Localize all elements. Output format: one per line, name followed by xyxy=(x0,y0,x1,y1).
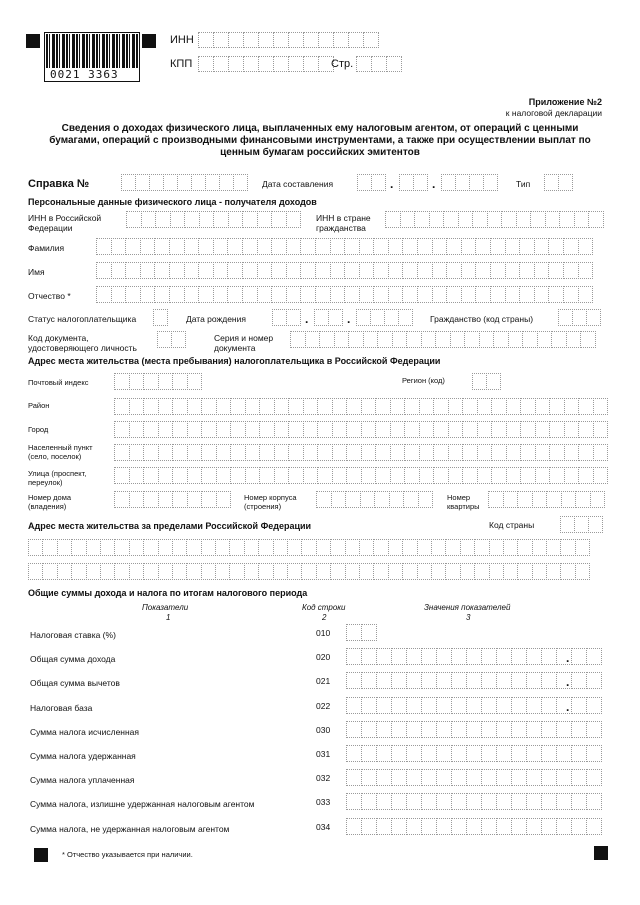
status-field[interactable] xyxy=(153,309,167,326)
totals-row-value-field[interactable] xyxy=(346,648,601,665)
district-label: Район xyxy=(28,401,50,410)
inn-rf-field[interactable] xyxy=(126,211,300,228)
date-year-field[interactable] xyxy=(441,174,497,191)
region-field[interactable] xyxy=(472,373,500,390)
corner-marker-bottom-left xyxy=(34,848,48,862)
region-label: Регион (код) xyxy=(402,376,445,385)
birthdate-separator-2: . xyxy=(347,312,351,326)
totals-row-label: Сумма налога исчисленная xyxy=(30,727,140,737)
status-label: Статус налогоплательщика xyxy=(28,314,137,324)
corner-marker-bottom-right xyxy=(594,846,608,860)
appendix-line2: к налоговой декларации xyxy=(505,108,602,118)
certificate-number-field[interactable] xyxy=(121,174,247,191)
certificate-number-label: Справка № xyxy=(28,178,90,190)
col2-number: 2 xyxy=(322,613,327,622)
country-code-field[interactable] xyxy=(560,516,602,533)
doc-code-label: Код документа, удостоверяющего личность xyxy=(28,333,137,353)
totals-row-code: 020 xyxy=(316,652,331,662)
date-separator-2: . xyxy=(432,177,436,191)
inn-country-field[interactable] xyxy=(385,211,603,228)
doc-series-field[interactable] xyxy=(290,331,595,348)
foreign-address-row2[interactable] xyxy=(28,563,589,580)
birthdate-year-field[interactable] xyxy=(356,309,412,326)
inn-rf-label: ИНН в Российской Федерации xyxy=(28,213,102,233)
decimal-separator: . xyxy=(566,651,570,665)
inn-label: ИНН xyxy=(170,34,194,46)
address-rf-section-title: Адрес места жительства (места пребывания) налогоплательщика в Российской Федерации xyxy=(28,356,441,366)
flat-field[interactable] xyxy=(488,491,604,508)
totals-row-label: Сумма налога удержанная xyxy=(30,751,136,761)
date-label: Дата составления xyxy=(262,179,334,189)
house-field[interactable] xyxy=(114,491,230,508)
barcode-number: 0021 3363 xyxy=(50,68,119,81)
house-label: Номер дома (владения) xyxy=(28,493,72,511)
corner-marker-top-left xyxy=(26,34,40,48)
totals-row-code: 030 xyxy=(316,725,331,735)
country-code-label: Код страны xyxy=(489,520,535,530)
col1-header: Показатели xyxy=(142,603,189,612)
street-field[interactable] xyxy=(114,467,607,484)
type-label: Тип xyxy=(516,179,531,189)
doc-series-label: Серия и номер документа xyxy=(214,333,274,353)
citizenship-field[interactable] xyxy=(558,309,600,326)
page-title: Сведения о доходах физического лица, выплаченных ему налоговым агентом, от операций с ценными бумагами, операций с производными финансовыми инструментами, а также при осуществлении выплат по ценным бумагам российских эмитентов xyxy=(49,123,591,158)
totals-row-code: 010 xyxy=(316,628,331,638)
birthdate-label: Дата рождения xyxy=(186,314,246,324)
totals-row-value-field[interactable] xyxy=(346,769,601,786)
totals-row-code: 032 xyxy=(316,773,331,783)
page-label: Стр. xyxy=(331,58,354,70)
totals-row-value-field[interactable] xyxy=(346,624,376,641)
totals-row-code: 022 xyxy=(316,701,331,711)
birthdate-day-field[interactable] xyxy=(272,309,300,326)
type-field[interactable] xyxy=(544,174,572,191)
col1-number: 1 xyxy=(166,613,171,622)
name-field[interactable] xyxy=(96,262,592,279)
doc-code-field[interactable] xyxy=(157,331,185,348)
totals-row-label: Общая сумма вычетов xyxy=(30,678,120,688)
barcode-icon xyxy=(46,34,138,68)
totals-row-label: Сумма налога, излишне удержанная налоговым агентом xyxy=(30,799,255,809)
birthdate-separator-1: . xyxy=(305,312,309,326)
locality-field[interactable] xyxy=(114,444,607,461)
totals-row-label: Сумма налога уплаченная xyxy=(30,775,135,785)
totals-row-value-field[interactable] xyxy=(346,793,601,810)
city-field[interactable] xyxy=(114,421,607,438)
personal-section-title: Персональные данные физического лица - получателя доходов xyxy=(28,197,317,207)
decimal-separator: . xyxy=(566,700,570,714)
date-day-field[interactable] xyxy=(357,174,385,191)
district-field[interactable] xyxy=(114,398,607,415)
totals-section-title: Общие суммы дохода и налога по итогам налогового периода xyxy=(28,588,308,598)
page-field[interactable] xyxy=(356,56,401,72)
totals-row-label: Налоговая база xyxy=(30,703,93,713)
kpp-label: КПП xyxy=(170,58,193,70)
totals-row-value-field[interactable] xyxy=(346,672,601,689)
locality-label: Населенный пункт (село, поселок) xyxy=(28,443,93,461)
birthdate-month-field[interactable] xyxy=(314,309,342,326)
appendix-line1: Приложение №2 xyxy=(528,97,602,107)
totals-row-label: Налоговая ставка (%) xyxy=(30,630,116,640)
totals-row-value-field[interactable] xyxy=(346,745,601,762)
city-label: Город xyxy=(28,425,49,434)
name-label: Имя xyxy=(28,267,45,277)
col2-header: Код строки xyxy=(302,603,346,612)
address-foreign-section-title: Адрес места жительства за пределами Российской Федерации xyxy=(28,521,312,531)
postal-label: Почтовый индекс xyxy=(28,378,89,387)
citizenship-label: Гражданство (код страны) xyxy=(430,314,534,324)
flat-label: Номер квартиры xyxy=(447,493,480,511)
totals-row-value-field[interactable] xyxy=(346,721,601,738)
footnote: * Отчество указывается при наличии. xyxy=(62,850,193,859)
inn-field[interactable] xyxy=(198,32,378,48)
totals-row-code: 021 xyxy=(316,676,331,686)
patronymic-field[interactable] xyxy=(96,286,592,303)
totals-row-code: 034 xyxy=(316,822,331,832)
decimal-separator: . xyxy=(566,675,570,689)
totals-row-label: Сумма налога, не удержанная налоговым агентом xyxy=(30,824,230,834)
street-label: Улица (проспект, переулок) xyxy=(28,469,87,487)
surname-label: Фамилия xyxy=(28,243,65,253)
postal-field[interactable] xyxy=(114,373,201,390)
patronymic-label: Отчество * xyxy=(28,291,71,301)
totals-row-code: 031 xyxy=(316,749,331,759)
kpp-field[interactable] xyxy=(198,56,333,72)
col3-header: Значения показателей xyxy=(424,603,511,612)
surname-field[interactable] xyxy=(96,238,592,255)
foreign-address-row1[interactable] xyxy=(28,539,589,556)
date-month-field[interactable] xyxy=(399,174,427,191)
totals-row-value-field[interactable] xyxy=(346,697,601,714)
totals-row-value-field[interactable] xyxy=(346,818,601,835)
col3-number: 3 xyxy=(466,613,471,622)
date-separator-1: . xyxy=(390,177,394,191)
inn-country-label: ИНН в стране гражданства xyxy=(316,213,371,233)
corner-marker-top-right xyxy=(142,34,156,48)
totals-row-code: 033 xyxy=(316,797,331,807)
totals-row-label: Общая сумма дохода xyxy=(30,654,116,664)
building-label: Номер корпуса (строения) xyxy=(244,493,297,511)
building-field[interactable] xyxy=(316,491,432,508)
